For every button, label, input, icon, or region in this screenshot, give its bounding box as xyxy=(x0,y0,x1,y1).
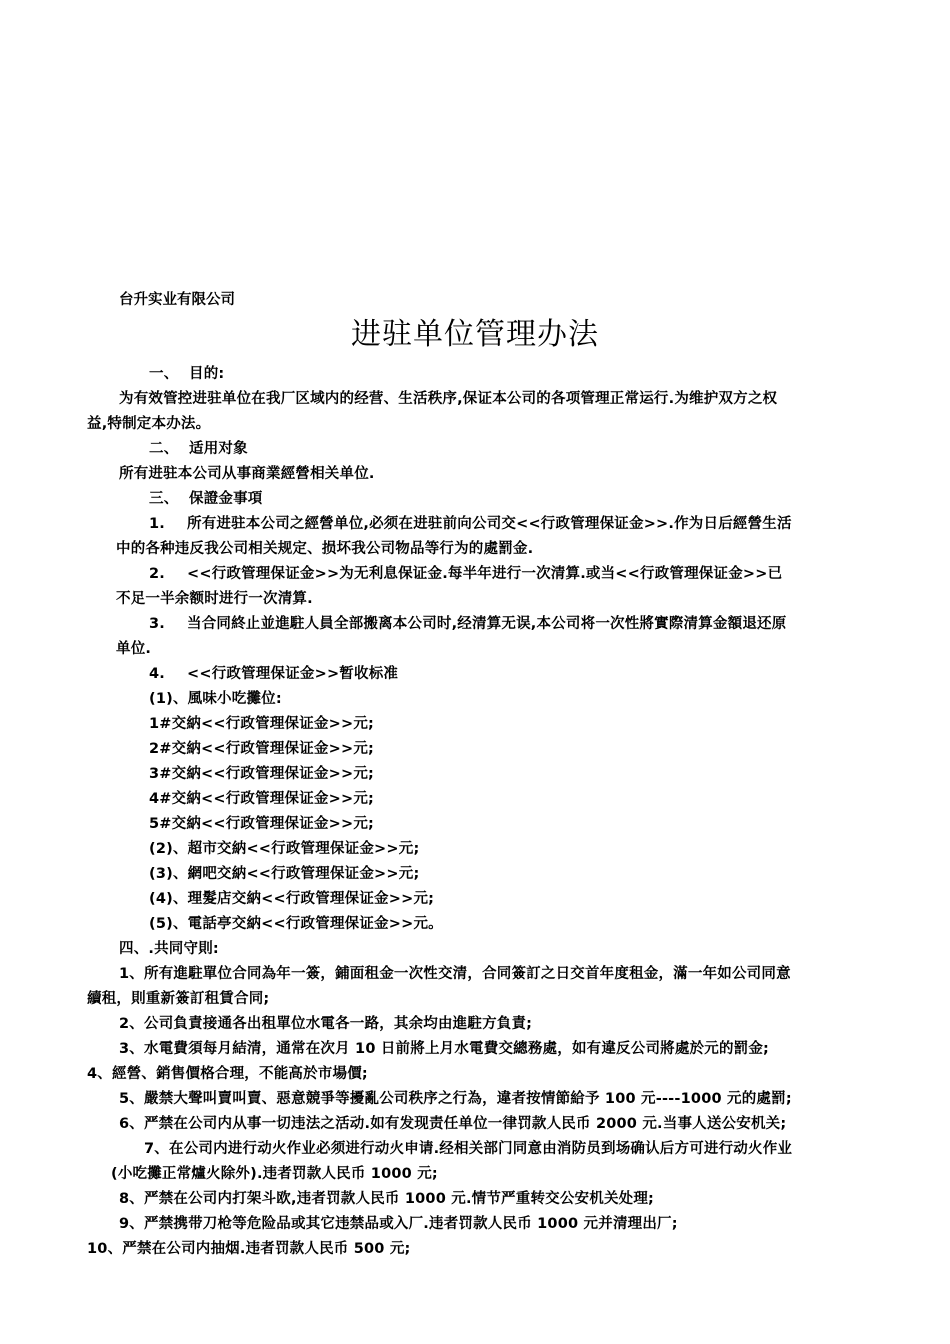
fee-line: (2)、超市交納<<行政管理保证金>>元; xyxy=(149,841,420,857)
fee-line: 3#交納<<行政管理保证金>>元; xyxy=(149,766,375,782)
rule-line: 7、在公司内进行动火作业必须进行动火申请.经相关部门同意由消防员到场确认后方可进行动火作业 xyxy=(144,1141,793,1157)
list-item-continuation: 中的各种违反我公司相关规定、损坏我公司物品等行为的處罰金. xyxy=(116,541,534,557)
fee-line: 1#交納<<行政管理保证金>>元; xyxy=(149,716,375,732)
section-title: 保證金事項 xyxy=(189,491,263,507)
fee-line: 2#交納<<行政管理保证金>>元; xyxy=(149,741,375,757)
company-name: 台升实业有限公司 xyxy=(119,292,235,308)
fee-line: (4)、理髮店交納<<行政管理保证金>>元; xyxy=(149,891,435,907)
item-number: 4. xyxy=(149,666,165,682)
section-2-heading xyxy=(149,439,248,459)
list-item xyxy=(149,514,792,534)
item-number: 3. xyxy=(149,616,165,632)
rule-line: 1、所有進駐單位合同為年一簽，鋪面租金一次性交清，合同簽訂之日交首年度租金，滿一年如公司同意 xyxy=(119,966,791,982)
paragraph-line: 为有效管控进驻单位在我厂区域内的经营、生活秩序,保证本公司的各项管理正常运行.为维护双方之权 xyxy=(119,391,778,407)
item-number: 1. xyxy=(149,516,165,532)
rule-line: 6、严禁在公司内从事一切违法之活动.如有发现责任单位一律罚款人民币 2000 元.当事人送公安机关; xyxy=(119,1116,787,1132)
fee-line: 5#交納<<行政管理保证金>>元; xyxy=(149,816,375,832)
rule-line: 2、公司負責接通各出租單位水電各一路，其余均由進駐方負責; xyxy=(119,1016,533,1032)
paragraph-line: 所有进驻本公司从事商業經營相关单位. xyxy=(119,466,375,482)
section-3-heading xyxy=(149,489,263,509)
list-item xyxy=(149,564,782,584)
rule-line: (小吃攤正常爐火除外).违者罚款人民币 1000 元; xyxy=(111,1166,438,1182)
item-text: <<行政管理保证金>>为无利息保证金.每半年进行一次清算.或当<<行政管理保证金>>已 xyxy=(187,566,783,582)
fee-line: (3)、網吧交納<<行政管理保证金>>元; xyxy=(149,866,420,882)
rule-line: 5、嚴禁大聲叫賣叫賣、惡意競爭等擾亂公司秩序之行為，違者按情節給予 100 元----1000 元的處罰; xyxy=(119,1091,792,1107)
rule-line: 4、經營、銷售價格合理，不能高於市場價; xyxy=(87,1066,368,1082)
rule-line: 9、严禁携带刀枪等危险品或其它违禁品或入厂.违者罚款人民币 1000 元并清理出厂; xyxy=(119,1216,678,1232)
item-text: 所有进驻本公司之經營单位,必须在进驻前向公司交<<行政管理保证金>>.作为日后經營生活 xyxy=(187,516,792,532)
rule-line: 10、严禁在公司内抽烟.违者罚款人民币 500 元; xyxy=(87,1241,411,1257)
item-number: 2. xyxy=(149,566,165,582)
section-title: 适用对象 xyxy=(189,441,248,457)
section-number: 三、 xyxy=(149,491,179,507)
document-title: 进驻单位管理办法 xyxy=(351,317,599,352)
paragraph-line: 益,特制定本办法。 xyxy=(87,416,211,432)
list-item-continuation: 不足一半余额时进行一次清算. xyxy=(116,591,313,607)
fee-line: (5)、電話亭交納<<行政管理保证金>>元。 xyxy=(149,916,443,932)
section-4-heading: 四、.共同守則: xyxy=(119,941,219,957)
list-item-continuation: 单位. xyxy=(116,641,152,657)
list-item xyxy=(149,664,398,684)
item-text: 当合同終止並進駐人員全部搬离本公司时,经清算无误,本公司将一次性將實際清算金額退还原 xyxy=(187,616,787,632)
section-title: 目的: xyxy=(189,366,225,382)
section-number: 一、 xyxy=(149,366,179,382)
list-item xyxy=(149,614,786,634)
fee-line: (1)、風味小吃攤位: xyxy=(149,691,282,707)
item-text: <<行政管理保证金>>暂收标准 xyxy=(187,666,399,682)
rule-line: 8、严禁在公司内打架斗欧,违者罚款人民币 1000 元.情节严重转交公安机关处理; xyxy=(119,1191,655,1207)
fee-line: 4#交納<<行政管理保证金>>元; xyxy=(149,791,375,807)
section-1-heading xyxy=(149,364,224,384)
rule-line: 3、水電費須每月結清，通常在次月 10 日前將上月水電費交總務處，如有違反公司將處於元的罰金; xyxy=(119,1041,770,1057)
rule-line: 續租，則重新簽訂租賃合同; xyxy=(87,991,270,1007)
section-number: 二、 xyxy=(149,441,179,457)
